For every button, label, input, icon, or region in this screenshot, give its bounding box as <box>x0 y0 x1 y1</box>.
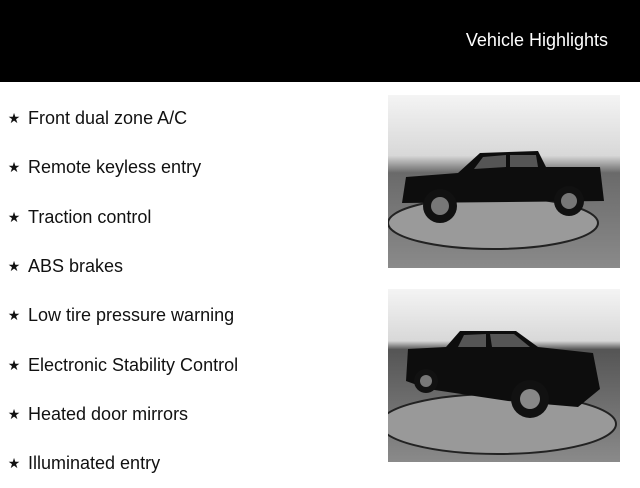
page-title: Vehicle Highlights <box>465 30 608 50</box>
list-item <box>0 439 238 488</box>
feature-label: Front dual zone A/C <box>28 108 188 129</box>
list-item <box>0 390 238 439</box>
list-item <box>0 291 238 340</box>
star-icon: ★ <box>7 405 21 422</box>
feature-label: Electronic Stability Control <box>28 354 239 375</box>
feature-label: Low tire pressure warning <box>28 305 235 326</box>
list-item <box>0 242 238 291</box>
list-item <box>0 94 238 143</box>
star-icon: ★ <box>7 307 21 324</box>
feature-label: Remote keyless entry <box>28 157 202 178</box>
star-icon: ★ <box>7 110 21 127</box>
list-item <box>0 340 238 389</box>
star-icon: ★ <box>7 455 21 472</box>
vehicle-photo-side[interactable] <box>388 95 620 268</box>
star-icon: ★ <box>7 208 21 225</box>
feature-label: Traction control <box>28 206 152 227</box>
feature-list <box>0 94 238 488</box>
header-bar <box>0 0 640 82</box>
feature-label: Illuminated entry <box>28 453 161 474</box>
vehicle-photo-front[interactable] <box>388 289 620 462</box>
star-icon: ★ <box>7 258 21 275</box>
feature-label: Heated door mirrors <box>28 403 189 424</box>
list-item <box>0 193 238 242</box>
list-item <box>0 143 238 192</box>
star-icon: ★ <box>7 356 21 373</box>
star-icon: ★ <box>7 159 21 176</box>
feature-label: ABS brakes <box>28 256 124 277</box>
